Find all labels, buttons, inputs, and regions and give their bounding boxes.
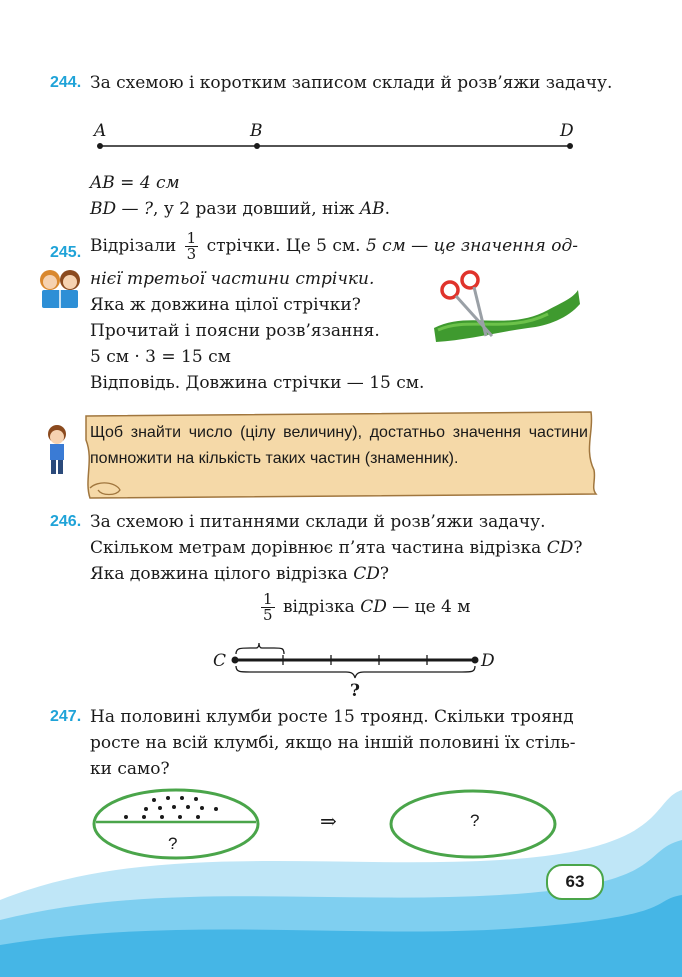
- segment-abd-diagram: [90, 140, 580, 154]
- point-c-label: C: [213, 651, 227, 671]
- implies-arrow: ⇒: [320, 809, 337, 833]
- point-b-dot: [254, 143, 260, 149]
- exercise-number-244: 244.: [50, 74, 82, 91]
- point-a-dot: [97, 143, 103, 149]
- point-c-dot: [232, 657, 239, 664]
- fraction-one-third: $\frac{1}{3}$: [186, 229, 197, 263]
- exercise-number-245: 245.: [50, 244, 82, 261]
- exercise-number-247: 247.: [50, 708, 82, 725]
- point-d-label: D: [560, 121, 574, 141]
- exercise-245-line5: 5 см · 3 = 15 см: [90, 347, 231, 367]
- point-d-label-2: D: [481, 651, 495, 671]
- boy-teacher-icon: [42, 424, 72, 476]
- rule-text: Щоб знайти число (цілу величину), достатньо значення частини помножити на кількість таких частин (знаменник).: [90, 424, 588, 467]
- roses-dots: [124, 796, 218, 819]
- exercise-245-line1: Відрізали $\frac{1}{3}$ стрічки. Це 5 см. 5 см — це значення од-: [90, 229, 578, 263]
- point-d-dot-2: [472, 657, 479, 664]
- flowerbed-left-question: ?: [168, 834, 178, 853]
- exercise-247-line2: росте на всій клумбі, якщо на іншій половині їх стіль-: [90, 733, 576, 753]
- kids-reading-icon: [36, 266, 86, 310]
- exercise-244-text: За схемою і коротким записом склади й розв’яжи задачу.: [90, 73, 613, 93]
- segment-cd-diagram: [226, 640, 486, 682]
- exercise-246-line2: Скільком метрам дорівнює п’ята частина відрізка CD?: [90, 538, 583, 558]
- bd-label: BD — ?: [90, 199, 154, 219]
- point-b-label: B: [250, 121, 263, 141]
- fraction-one-fifth: $\frac{1}{5}$: [263, 590, 273, 624]
- ab-value: AB = 4 см: [90, 173, 180, 193]
- exercise-246-line1: За схемою і питаннями склади й розв’яжи задачу.: [90, 512, 546, 532]
- point-d-dot: [567, 143, 573, 149]
- point-a-label: A: [94, 121, 107, 141]
- page-number: 63: [546, 864, 604, 900]
- exercise-246-line3: Яка довжина цілого відрізка CD?: [90, 564, 389, 584]
- exercise-245-line2: нієї третьої частини стрічки.: [90, 269, 375, 289]
- exercise-245-line4: Прочитай і поясни розв’язання.: [90, 321, 380, 341]
- exercise-245-line3: Яка ж довжина цілої стрічки?: [90, 295, 361, 315]
- segment-caption: $\frac{1}{5}$ відрізка CD — це 4 м: [263, 590, 471, 624]
- scissors-ribbon-illustration: [428, 270, 588, 345]
- exercise-245-line6: Відповідь. Довжина стрічки — 15 см.: [90, 373, 425, 393]
- exercise-247-line1: На половині клумби росте 15 троянд. Скільки троянд: [90, 707, 574, 727]
- flowerbed-right-question: ?: [470, 811, 480, 830]
- bd-condition: BD — ?, у 2 рази довший, ніж AB.: [90, 199, 391, 219]
- exercise-247-line3: ки само?: [90, 759, 170, 779]
- exercise-number-246: 246.: [50, 513, 82, 530]
- whole-length-question: ?: [350, 681, 360, 701]
